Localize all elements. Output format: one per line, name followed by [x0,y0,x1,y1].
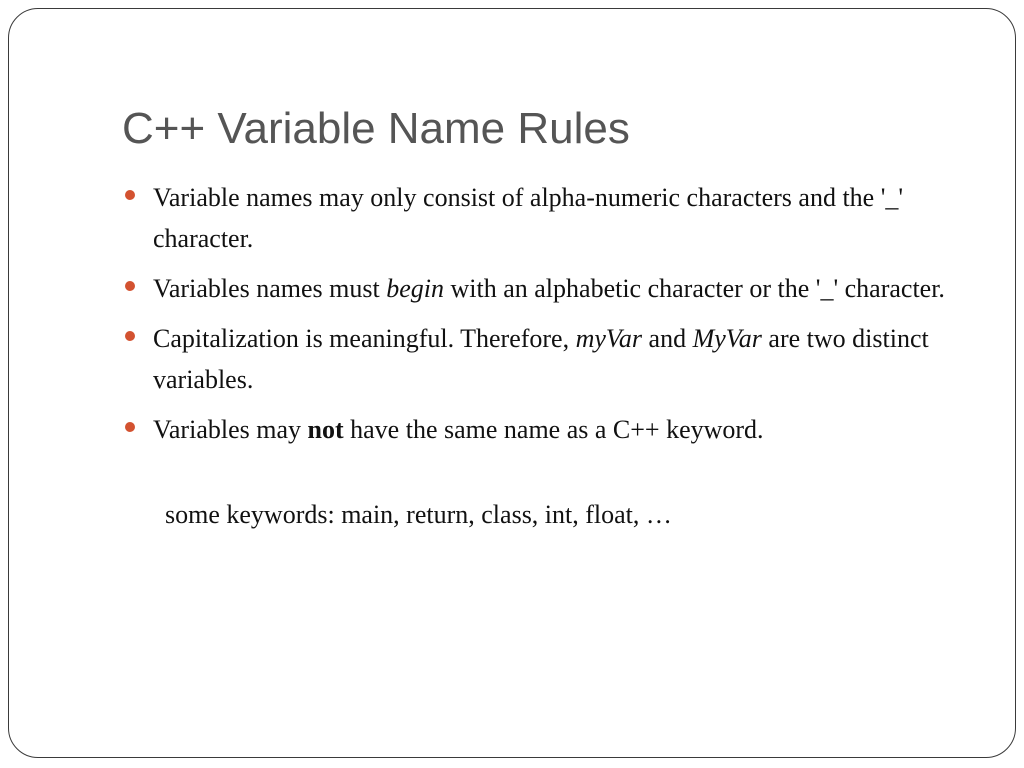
bullet-list [125,177,965,459]
bullet-item-4 [125,409,965,450]
bullet-item-2 [125,268,965,309]
bullet-dot-icon [125,422,135,432]
keywords-line: some keywords: main, return, class, int, float, … [165,500,672,529]
bullet-text: Variables names must [153,274,387,303]
bullet-item-3 [125,318,965,400]
bullet-text: have the same name as a C++ keyword. [343,415,764,444]
bold-text: not [307,415,344,444]
bullet-item-1 [125,177,965,259]
bullet-text: and [642,324,693,353]
slide-frame [8,8,1016,758]
variable-name: MyVar [692,324,762,353]
bullet-dot-icon [125,331,135,341]
variable-name: myVar [575,324,643,353]
bullet-text: are two distinct variables. [153,324,929,394]
bullet-text: Variable names may only consist of alpha-numeric characters and the '_' character. [153,183,904,253]
bullet-dot-icon [125,281,135,291]
bullet-dot-icon [125,190,135,200]
bullet-text: Variables may [153,415,308,444]
bullet-text: with an alphabetic character or the '_' character. [444,274,945,303]
slide-title: C++ Variable Name Rules [122,104,630,153]
bullet-text: Capitalization is meaningful. Therefore, [153,324,576,353]
emphasis-text: begin [386,274,444,303]
